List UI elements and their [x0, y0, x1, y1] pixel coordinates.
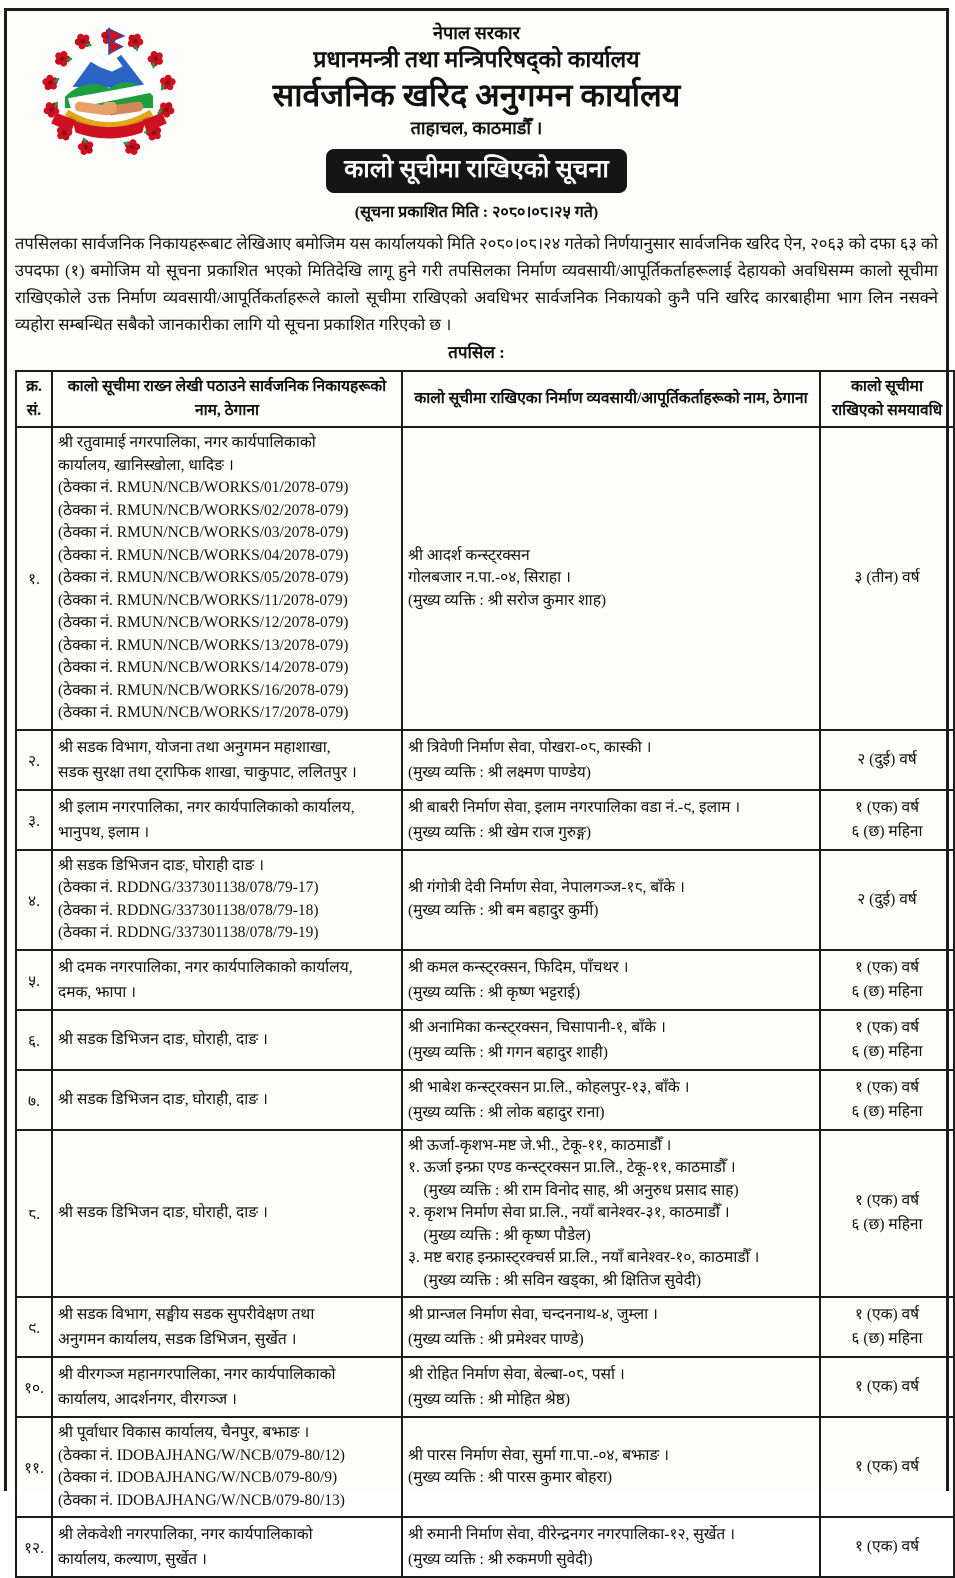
cell-line: (ठेक्का नं. RDDNG/337301138/078/79-18) — [58, 901, 319, 919]
cell-line: (मुख्य व्यक्ति : श्री गगन बहादुर शाही) — [408, 1043, 608, 1061]
table-row — [16, 850, 954, 950]
serial-number-cell — [16, 1070, 52, 1130]
intro-paragraph: तपसिलका सार्वजनिक निकायहरूबाट लेखिआए बमोजिम यस कार्यालयको मिति २०८०।०८।२४ गतेको निर्णयानुसार सार्वजनिक खरिद ऐन, २०६३ को दफा ६३ को उपदफा (१) बमोजिम यो सूचना प्रकाशित भएको मितिदेखि लागू हुने गरी तपसिलका निर्माण व्यवसायी/आपूर्तिकर्ताहरूलाई देहायको अवधिसम्म कालो सूचीमा राखिएकोले उक्त निर्माण व्यवसायी/आपूर्तिकर्ताहरूले कालो सूचीमा राखिएको अवधिभर सार्वजनिक निकायको कुनै पनि खरिद कारबाहीमा भाग लिन नसक्ने व्यहोरा सम्बन्धित सबैको जानकारीका लागि यो सूचना प्रकाशित गरिएको छ । — [15, 234, 938, 334]
header-contractor: कालो सूचीमा राखिएका निर्माण व्यवसायी/आपूर्तिकर्ताहरूको नाम, ठेगाना — [402, 371, 820, 427]
cell-line: श्री दमक नगरपालिका, नगर कार्यपालिकाको कार्यालय, — [58, 958, 353, 976]
cell-line: श्री पारस निर्माण सेवा, सुर्मा गा.पा.-०४, बझाङ । — [408, 1446, 670, 1464]
agency-cell — [52, 1357, 402, 1417]
cell-line: (ठेक्का नं. RMUN/NCB/WORKS/11/2078-079) — [58, 591, 348, 609]
cell-line: श्री प्रान्जल निर्माण सेवा, चन्दननाथ-४, जुम्ला । — [408, 1306, 658, 1323]
cell-line: श्री रुमानी निर्माण सेवा, वीरेन्द्रनगर नगरपालिका-१२, सुर्खेत । — [408, 1526, 735, 1543]
cell-line: श्री लेकवेशी नगरपालिका, नगर कार्यपालिकाको — [58, 1526, 313, 1543]
cell-line: श्री ऊर्जा-कृशभ-मष्ट जे.भी., टेकू-११, काठमाडौँ । — [408, 1136, 672, 1154]
duration-cell — [820, 427, 954, 730]
cell-line: २ (दुई) वर्ष — [857, 750, 917, 768]
contractor-cell — [402, 790, 820, 850]
cell-line: श्री रतुवामाई नगरपालिका, नगर कार्यपालिकाको — [58, 434, 316, 451]
serial-number-cell — [16, 1517, 52, 1577]
cell-line: १ (एक) वर्ष — [854, 1378, 920, 1395]
notice-title-banner: कालो सूचीमा राखिएको सूचना — [326, 149, 627, 193]
duration-cell — [820, 1357, 954, 1417]
serial-number-cell — [16, 1297, 52, 1357]
cell-line: कार्यालय, आदर्शनगर, वीरगञ्ज । — [58, 1391, 237, 1408]
office-name: सार्वजनिक खरिद अनुगमन कार्यालय — [272, 77, 681, 113]
serial-number-cell — [16, 850, 52, 950]
agency-cell — [52, 950, 402, 1010]
contractor-cell — [402, 1130, 820, 1298]
cell-line: (ठेक्का नं. RDDNG/337301138/078/79-19) — [58, 924, 319, 941]
cell-line: १. — [28, 571, 40, 589]
cell-line: १ (एक) वर्ष — [854, 1192, 920, 1210]
table-row — [16, 950, 954, 1010]
cell-line: ३ (तीन) वर्ष — [854, 569, 920, 587]
agency-cell — [52, 850, 402, 950]
cell-line: (मुख्य व्यक्ति : श्री कृष्ण पौडेल) — [408, 1226, 591, 1244]
cell-line: श्री आदर्श कन्स्ट्रक्सन — [408, 546, 530, 564]
table-row — [16, 1010, 954, 1070]
table-row — [16, 730, 954, 790]
duration-cell — [820, 1297, 954, 1357]
cell-line: (मुख्य व्यक्ति : श्री पारस कुमार बोहरा) — [408, 1469, 613, 1486]
cell-line: (ठेक्का नं. RDDNG/337301138/078/79-17) — [58, 879, 319, 896]
cell-line: १ (एक) वर्ष — [854, 1306, 920, 1323]
contractor-cell — [402, 850, 820, 950]
cell-line: ६ (छ) महिना — [851, 1216, 923, 1234]
header-serial-number: क्र. सं. — [16, 371, 52, 427]
cell-line: दमक, झापा । — [58, 983, 137, 1001]
cell-line: (ठेक्का नं. IDOBAJHANG/W/NCB/079-80/13) — [58, 1491, 345, 1509]
cell-line: १ (एक) वर्ष — [854, 1458, 920, 1475]
cell-line: कार्यालय, खानिस्खोला, धादिङ । — [58, 456, 234, 474]
cell-line: ९. — [28, 1320, 40, 1337]
cell-line: श्री कमल कन्स्ट्रक्सन, फिदिम, पाँचथर । — [408, 958, 629, 976]
cell-line: १ (एक) वर्ष — [854, 1018, 920, 1036]
cell-line: (मुख्य व्यक्ति : श्री कृष्ण भट्टराई) — [408, 983, 581, 1001]
agency-cell — [52, 1070, 402, 1130]
cell-line: कार्यालय, कल्याण, सुर्खेत । — [58, 1551, 207, 1568]
cell-line: २. — [28, 752, 40, 770]
cell-line: (मुख्य व्यक्ति : श्री मोहित श्रेष्ठ) — [408, 1391, 571, 1408]
cell-line: ८. — [28, 1206, 40, 1224]
cell-line: (ठेक्का नं. RMUN/NCB/WORKS/12/2078-079) — [58, 614, 349, 631]
header-duration: कालो सूचीमा राखिएको समयावधि — [820, 371, 954, 427]
contractor-cell — [402, 427, 820, 730]
cell-line: (मुख्य व्यक्ति : श्री लक्ष्मण पाण्डेय) — [408, 763, 591, 781]
cell-line: श्री त्रिवेणी निर्माण सेवा, पोखरा-०८, कास्की । — [408, 738, 652, 756]
cell-line: १ (एक) वर्ष — [854, 798, 920, 816]
agency-cell — [52, 427, 402, 730]
cell-line: श्री सडक डिभिजन दाङ, घोराही दाङ । — [58, 856, 264, 874]
cell-line: २. कृशभ निर्माण सेवा प्रा.लि., नयाँ बानेश्वर-३१, काठमाडौँ । — [408, 1204, 730, 1221]
agency-cell — [52, 790, 402, 850]
cell-line: (मुख्य व्यक्ति : श्री बम बहादुर कुर्मी) — [408, 901, 599, 919]
page-border-frame — [4, 8, 949, 1568]
cell-line: (मुख्य व्यक्ति : श्री सविन खड्का, श्री क्षितिज सुवेदी) — [408, 1271, 701, 1289]
cell-line: श्री अनामिका कन्स्ट्रक्सन, चिसापानी-१, बाँके । — [408, 1018, 666, 1036]
duration-cell — [820, 1010, 954, 1070]
table-row — [16, 427, 954, 730]
cell-line: १ (एक) वर्ष — [854, 1538, 920, 1555]
serial-number-cell — [16, 1130, 52, 1298]
cell-line: ६. — [28, 1032, 40, 1050]
cell-line: अनुगमन कार्यालय, सडक डिभिजन, सुर्खेत । — [58, 1331, 297, 1348]
cell-line: (ठेक्का नं. IDOBAJHANG/W/NCB/079-80/12) — [58, 1446, 345, 1464]
serial-number-cell — [16, 1417, 52, 1517]
cell-line: १ (एक) वर्ष — [854, 958, 920, 976]
cell-line: (मुख्य व्यक्ति : श्री राम विनोद साह, श्री अनुरुध प्रसाद साह) — [408, 1181, 739, 1199]
cell-line: सडक सुरक्षा तथा ट्राफिक शाखा, चाकुपाट, ललितपुर । — [58, 763, 357, 781]
blacklist-table — [15, 370, 955, 1578]
government-name: नेपाल सरकार — [433, 23, 520, 43]
contractor-cell — [402, 1010, 820, 1070]
contractor-cell — [402, 1417, 820, 1517]
cell-line: ६ (छ) महिना — [851, 1042, 923, 1060]
cell-line: श्री बाबरी निर्माण सेवा, इलाम नगरपालिका वडा नं.-९, इलाम । — [408, 798, 741, 816]
contractor-cell — [402, 1070, 820, 1130]
cell-line: (ठेक्का नं. RMUN/NCB/WORKS/05/2078-079) — [58, 569, 349, 586]
serial-number-cell — [16, 730, 52, 790]
contractor-cell — [402, 730, 820, 790]
agency-cell — [52, 1417, 402, 1517]
cell-line: श्री वीरगञ्ज महानगरपालिका, नगर कार्यपालिकाको — [58, 1366, 336, 1383]
cell-line: ६ (छ) महिना — [851, 982, 923, 1000]
cell-line: श्री पूर्वाधार विकास कार्यालय, चैनपुर, बझाङ । — [58, 1424, 310, 1441]
agency-cell — [52, 1517, 402, 1577]
cell-line: ३. — [28, 812, 40, 830]
cell-line: (ठेक्का नं. RMUN/NCB/WORKS/02/2078-079) — [58, 501, 349, 519]
cell-line: (ठेक्का नं. RMUN/NCB/WORKS/14/2078-079) — [58, 659, 349, 676]
cell-line: (ठेक्का नं. RMUN/NCB/WORKS/16/2078-079) — [58, 681, 349, 699]
table-row — [16, 1070, 954, 1130]
table-row — [16, 1517, 954, 1577]
header-agency: कालो सूचीमा राख्न लेखी पठाउने सार्वजनिक निकायहरूको नाम, ठेगाना — [52, 371, 402, 427]
cell-line: श्री सडक डिभिजन दाङ, घोराही, दाङ । — [58, 1031, 268, 1048]
agency-cell — [52, 1297, 402, 1357]
cell-line: ११. — [24, 1460, 44, 1477]
table-row — [16, 1417, 954, 1517]
cell-line: श्री रोहित निर्माण सेवा, बेल्बा-०८, पर्सा । — [408, 1366, 625, 1383]
cell-line: श्री सडक विभाग, सङ्घीय सडक सुपरीवेक्षण तथा — [58, 1306, 315, 1323]
cell-line: (ठेक्का नं. RMUN/NCB/WORKS/01/2078-079) — [58, 479, 349, 496]
duration-cell — [820, 730, 954, 790]
cell-line: ४. — [28, 892, 40, 910]
contractor-cell — [402, 1517, 820, 1577]
contractor-cell — [402, 950, 820, 1010]
office-address: ताहाचल, काठमाडौँ । — [410, 118, 543, 138]
duration-cell — [820, 790, 954, 850]
serial-number-cell — [16, 790, 52, 850]
cell-line: (मुख्य व्यक्ति : श्री सरोज कुमार शाह) — [408, 591, 607, 609]
cell-line: श्री इलाम नगरपालिका, नगर कार्यपालिकाको कार्यालय, — [58, 798, 355, 816]
serial-number-cell — [16, 427, 52, 730]
cell-line: श्री सडक डिभिजन दाङ, घोराही, दाङ । — [58, 1091, 268, 1108]
cell-line: २ (दुई) वर्ष — [857, 890, 917, 908]
cell-line: ६ (छ) महिना — [851, 1330, 923, 1347]
table-header-row — [16, 371, 954, 427]
cell-line: (ठेक्का नं. IDOBAJHANG/W/NCB/079-80/9) — [58, 1469, 338, 1486]
cell-line: ६ (छ) महिना — [851, 822, 923, 840]
table-row — [16, 1130, 954, 1298]
duration-cell — [820, 1070, 954, 1130]
cell-line: (ठेक्का नं. RMUN/NCB/WORKS/04/2078-079) — [58, 546, 349, 564]
duration-cell — [820, 1417, 954, 1517]
table-row — [16, 1297, 954, 1357]
duration-cell — [820, 1517, 954, 1577]
cell-line: श्री सडक विभाग, योजना तथा अनुगमन महाशाखा, — [58, 738, 331, 756]
table-row — [16, 1357, 954, 1417]
cell-line: ६ (छ) महिना — [851, 1102, 923, 1120]
published-date: (सूचना प्रकाशित मिति : २०८०।०८।२५ गते) — [354, 204, 599, 221]
cell-line: (मुख्य व्यक्ति : श्री रुकमणी सुवेदी) — [408, 1551, 593, 1568]
agency-cell — [52, 1130, 402, 1298]
nepal-government-emblem-icon — [33, 23, 185, 175]
cell-line: भानुपथ, इलाम । — [58, 823, 150, 841]
cell-line: ३. मष्ट बराह इन्फ्रास्ट्रक्चर्स प्रा.लि., नयाँ बानेश्वर-१०, काठमाडौँ । — [408, 1249, 760, 1266]
notice-header — [15, 21, 938, 224]
duration-cell — [820, 950, 954, 1010]
cell-line: १. ऊर्जा इन्फ्रा एण्ड कन्स्ट्रक्सन प्रा.लि., टेकू-११, काठमाडौँ । — [408, 1159, 736, 1176]
cell-line: (ठेक्का नं. RMUN/NCB/WORKS/03/2078-079) — [58, 524, 349, 541]
cell-line: (मुख्य व्यक्ति : श्री खेम राज गुरुङ्ग) — [408, 823, 592, 841]
duration-cell — [820, 850, 954, 950]
cell-line: (ठेक्का नं. RMUN/NCB/WORKS/17/2078-079) — [58, 704, 349, 721]
table-row — [16, 790, 954, 850]
serial-number-cell — [16, 1357, 52, 1417]
cell-line: श्री गंगोत्री देवी निर्माण सेवा, नेपालगञ्ज-१८, बाँके । — [408, 879, 685, 896]
serial-number-cell — [16, 950, 52, 1010]
cell-line: (ठेक्का नं. RMUN/NCB/WORKS/13/2078-079) — [58, 636, 349, 654]
cell-line: १२. — [24, 1540, 44, 1557]
duration-cell — [820, 1130, 954, 1298]
cell-line: गोलबजार न.पा.-०४, सिराहा । — [408, 569, 571, 586]
agency-cell — [52, 730, 402, 790]
cell-line: (मुख्य व्यक्ति : श्री लोक बहादुर राना) — [408, 1103, 605, 1121]
cell-line: १०. — [24, 1380, 44, 1397]
cell-line: ७. — [28, 1092, 40, 1110]
serial-number-cell — [16, 1010, 52, 1070]
cell-line: श्री सडक डिभिजन दाङ, घोराही, दाङ । — [58, 1204, 268, 1221]
contractor-cell — [402, 1297, 820, 1357]
cell-line: ५. — [28, 972, 40, 990]
cell-line: श्री भाबेश कन्स्ट्रक्सन प्रा.लि., कोहलपुर-१३, बाँके । — [408, 1078, 690, 1096]
parent-office-name: प्रधानमन्त्री तथा मन्त्रिपरिषद्को कार्यालय — [313, 47, 640, 72]
schedule-label: तपसिल : — [448, 343, 505, 362]
cell-line: १ (एक) वर्ष — [854, 1078, 920, 1096]
cell-line: (मुख्य व्यक्ति : श्री प्रमेश्वर पाण्डे) — [408, 1331, 584, 1348]
contractor-cell — [402, 1357, 820, 1417]
agency-cell — [52, 1010, 402, 1070]
